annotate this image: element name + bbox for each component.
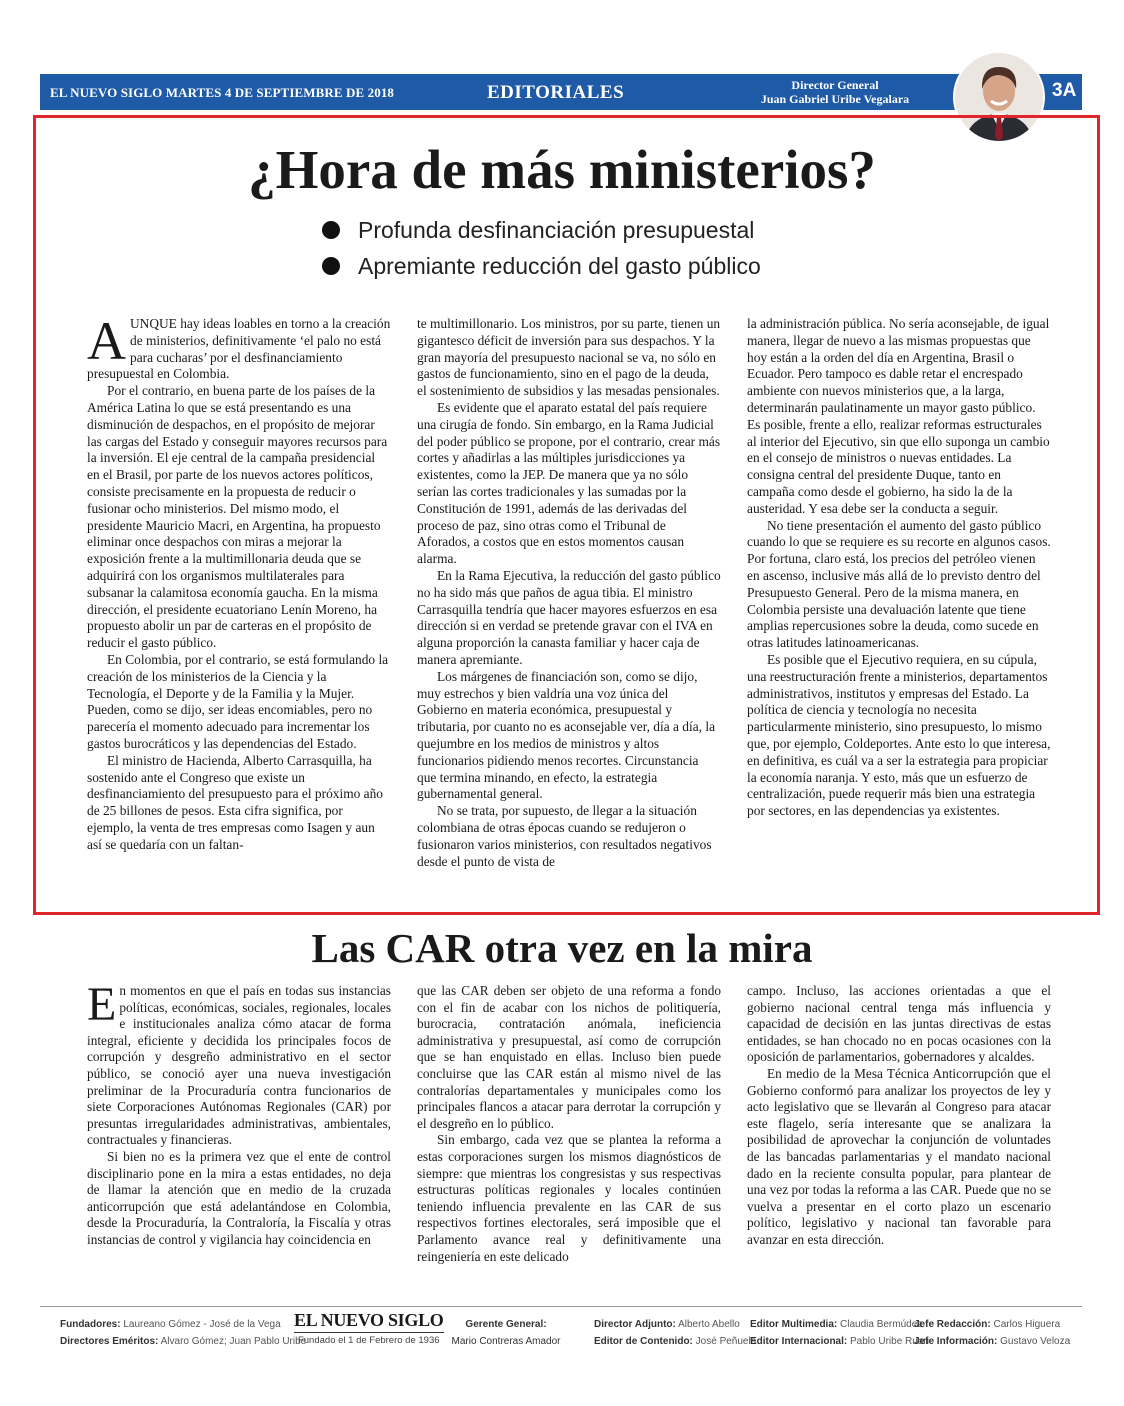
- page-number: 3A: [1052, 80, 1077, 101]
- footer-directors: [594, 1316, 756, 1350]
- bullet-dot-icon: [322, 221, 340, 239]
- paragraph: En la Rama Ejecutiva, la reducción del gasto público no ha sido más que paños de agua tibia. El ministro Carrasquilla tendría que hacer mayores esfuerzos en esa dirección si en verdad se pretende gravar con el IVA en alguna proporción la canasta familiar y hacer caja de manera apremiante.: [417, 567, 721, 667]
- footer-manager: [450, 1316, 562, 1350]
- editorial-1-headline: ¿Hora de más ministerios?: [248, 139, 876, 200]
- footer-chiefs: [914, 1316, 1070, 1350]
- multimedia-label: Editor Multimedia:: [750, 1319, 838, 1330]
- editorial-2-column-3: [747, 983, 1051, 1288]
- paragraph: Es evidente que el aparato estatal del país requiere una cirugía de fondo. Sin embargo, en la Rama Judicial del poder público se propone, por el contrario, crear más cortes y añadirlas a las múltiples jurisdicciones ya existentes, como la JEP. De manera que ya no sólo serían las cortes tradicionales y las sumadas por la Constitución de 1991, además de las derivadas del proceso de paz, sino otras como el Tribunal de Aforados, a costos que en estos momentos causan alarma.: [417, 399, 721, 567]
- paragraph: Los márgenes de financiación son, como se dijo, muy estrechos y bien valdría una voz única del Gobierno en materia económica, presupuestal y tributaria, por cuanto no es aconsejable ver, día a día, la quejumbre en los medios de ministros y altos funcionarios pidiendo menos recortes. Circunstancia que termina minando, en efecto, la estrategia gubernamental general.: [417, 668, 716, 802]
- international-value: Pablo Uribe Ruan: [850, 1336, 929, 1347]
- paragraph: te multimillonario. Los ministros, por su parte, tienen un gigantesco déficit de inversión para sus despachos. Y la gran mayoría del presupuesto nacional se va, no sólo en gastos de funcionamiento, sino en el pago de la deuda, el sostenimiento de subsidios y las mesadas pensionales.: [417, 316, 721, 399]
- editorial-2-column-2: [417, 983, 721, 1288]
- director-title: Director General: [791, 78, 879, 92]
- paragraph: No se trata, por supuesto, de llegar a la situación colombiana de otras épocas cuando se redujeron o fusionaron varios ministerios, con resultados negativos desde el punto de vista de: [417, 803, 712, 869]
- editorial-2-column-1: [87, 978, 391, 1288]
- bullet-item: [322, 212, 761, 248]
- paragraph: El ministro de Hacienda, Alberto Carrasquilla, ha sostenido ante el Congreso que existe un desfinanciamiento del presupuesto para el próximo año de 25 billones de pesos. Esta cifra significa, por ejemplo, la venta de tres empresas como Isagen y aun así se quedaría con un faltan-: [87, 752, 383, 852]
- paragraph: En momentos en que el país en todas sus instancias políticas, económicas, sociales, regionales, locales e institucionales analiza cómo atacar de forma integral, eficiente y decidida los principales focos de corrupción y desgreño administrativo en el sector público, se conoció ayer una nueva investigación preliminar de la Procuraduría contra funcionarios de siete Corporaciones Autónomas Regionales (CAR) por presuntas irregularidades administrativas, ambientales, contractuales y financieras.: [87, 978, 391, 1148]
- paragraph: la administración pública. No sería aconsejable, de igual manera, llegar de nuevo a las mismas propuestas que hoy están a la orden del día en Argentina, Brasil o Ecuador. Pero tampoco es dable retar el encrespado ambiente con nuevos ministerios que, a la larga, determinarán paulatinamente un mayor gasto público. Es posible, frente a ello, realizar reformas estructurales al interior del Ejecutivo, sin que ello suponga un cambio en el consejo de ministros o nuevas entidades. La consigna central del presidente Duque, tanto en campaña como desde el gobierno, ha sido la de la austeridad. Y esa debe ser la conducta a seguir.: [747, 316, 1050, 516]
- editorial-1-column-3: [747, 316, 1051, 904]
- bullet-text: Profunda desfinanciación presupuestal: [358, 216, 755, 243]
- footer-founders: [60, 1316, 307, 1350]
- drop-cap: E: [87, 978, 117, 1031]
- editorial-1-column-1: [87, 311, 391, 904]
- director-name: Juan Gabriel Uribe Vegalara: [760, 92, 910, 106]
- editorial-1-body: [87, 311, 1051, 904]
- manager-value: Mario Contreras Amador: [451, 1336, 561, 1347]
- paragraph: campo. Incluso, las acciones orientadas a que el gobierno nacional central tenga más influencia y capacidad de decisión en las juntas directivas de estas entidades, se han chocado no en pocas ocasiones con la oposición de parlamentarios, gobernadores y alcaldes.: [747, 983, 1051, 1065]
- bullet-dot-icon: [322, 257, 340, 275]
- founders-label: Fundadores:: [60, 1319, 121, 1330]
- manager-label: Gerente General:: [465, 1319, 547, 1330]
- footer-divider: [40, 1306, 1082, 1307]
- paragraph: AUNQUE hay ideas loables en torno a la creación de ministerios, definitivamente ‘el palo no está para cucharas’ por el desfinanciamiento presupuestal en Colombia.: [87, 311, 391, 382]
- header-band: [40, 74, 1082, 110]
- paragraph: Sin embargo, cada vez que se plantea la reforma a estas corporaciones surgen los mismos diagnósticos de siempre: que mientras los congresistas y sus respectivas estructuras políticas regionales y locales continúen teniendo influencia prevalente en las CAR de sus respectivos fortines electorales, será imposible que el Parlamento avance real y definitivamente una reingeniería en este delicado: [417, 1132, 721, 1264]
- international-label: Editor Internacional:: [750, 1336, 848, 1347]
- director-credit: [730, 78, 940, 106]
- paragraph: Es posible que el Ejecutivo requiera, en su cúpula, una reestructuración frente a ministerios, departamentos administrativos, institutos y empresas del Estado. La política de ciencia y tecnología no necesita particularmente ministerio, sino presupuesto, lo mismo que, por ejemplo, Coldeportes. Ante esto lo que interesa, en definitiva, es cuál va a ser la estrategia para propiciar la economía naranja. Y esto, más que un esfuerzo de centralización, puede requerir más bien una estrategia por sectores, en las dependencias ya existentes.: [747, 651, 1051, 819]
- multimedia-value: Claudia Bermúdez: [840, 1319, 923, 1330]
- paragraph: En medio de la Mesa Técnica Anticorrupción que el Gobierno conformó para analizar los proyectos de ley y acto legislativo que se llevarán al Congreso para atacar este flagelo, sería interesante que se analizara la posibilidad de aprovechar la conjunción de voluntades de las bancadas parlamentarias y el mandato nacional dado en la reciente consulta popular, para plantear de una vez por todas la reforma a las CAR. Puede que no se vuelva a presentar en el corto plazo un escenario político, legislativo y nacional tan favorable para avanzar en esta dirección.: [747, 1065, 1051, 1247]
- info-value: Gustavo Veloza: [1000, 1336, 1071, 1347]
- paragraph: que las CAR deben ser objeto de una reforma a fondo con el fin de acabar con los nichos de politiquería, burocracia, contratación anómala, ineficiencia administrativa y presupuestal, así como de corrupción que se han enquistado en ellas. Incluso bien puede concluirse que las CAR están al mismo nivel de las contralorías departamentales y municipales como los principales flancos a atacar para derrotar la corrupción y el desgreño en lo público.: [417, 983, 721, 1131]
- footer-editors: [750, 1316, 929, 1350]
- bullet-item: [322, 248, 761, 284]
- newsroom-value: Carlos Higuera: [993, 1319, 1061, 1330]
- logo-wordmark: EL NUEVO SIGLO: [294, 1310, 444, 1333]
- info-label: Jefe Información:: [914, 1336, 998, 1347]
- newspaper-logo: [294, 1310, 444, 1346]
- emeritus-value: Alvaro Gómez; Juan Pablo Uribe: [160, 1336, 307, 1347]
- content-editor-label: Editor de Contenido:: [594, 1336, 693, 1347]
- editorial-1-bullets: [322, 212, 761, 284]
- paragraph: En Colombia, por el contrario, se está formulando la creación de los ministerios de la Ciencia y la Tecnología, el Deporte y de la Familia y la Mujer. Pueden, como se dijo, ser ideas encomiables, pero no parecería el momento adecuado para incrementar los gastos burocráticos y las dependencias del Estado.: [87, 651, 389, 751]
- paragraph: Por el contrario, en buena parte de los países de la América Latina lo que se está presentando es una disminución de despachos, en el propósito de mejorar las cargas del Estado y conseguir mayores recursos para la inversión. El eje central de la campaña presidencial en el Brasil, por parte de los nuevos actores políticos, consiste precisamente en la propuesta de reducir o fusionar ocho ministerios. Del mismo modo, el presidente Mauricio Macri, en Argentina, ha propuesto eliminar once despachos con miras a mejorar la exposición frente a la multimillonaria deuda que se adquirirá con los organismos multilaterales para subsanar la calamitosa economía gaucha. En la misma dirección, el presidente ecuatoriano Lenín Moreno, ha propuesto abolir un par de carteras en el propósito de reducir el gasto público.: [87, 383, 388, 651]
- section-title: EDITORIALES: [487, 82, 625, 103]
- emeritus-label: Directores Eméritos:: [60, 1336, 159, 1347]
- bullet-text: Apremiante reducción del gasto público: [358, 252, 761, 279]
- content-editor-value: José Peñuela: [695, 1336, 757, 1347]
- newsroom-label: Jefe Redacción:: [914, 1319, 991, 1330]
- founded-date: Fundado el 1 de Febrero de 1936: [297, 1335, 440, 1346]
- drop-cap: A: [87, 311, 126, 371]
- founders-value: Laureano Gómez - José de la Vega: [123, 1319, 281, 1330]
- paragraph: No tiene presentación el aumento del gasto público cuando lo que se requiere es su recorte en algunos casos. Por fortuna, claro está, los precios del petróleo vienen en ascenso, inclusive más allá de lo previsto dentro del Presupuesto General. Pero de la misma manera, en Colombia persiste una devaluación latente que tiene amplias repercusiones sobre la deuda, como sucede en otras latitudes latinoamericanas.: [747, 517, 1051, 651]
- editorial-2-headline: Las CAR otra vez en la mira: [311, 925, 813, 971]
- paragraph: Si bien no es la primera vez que el ente de control disciplinario pone en la mira a estas entidades, no deja de llamar la atención que en medio de la cruzada anticorrupción que está adelantándose en Colombia, desde la Procuraduría, la Contraloría, la Fiscalía y otras instancias de control y vigilancia hay coincidencia en: [87, 1148, 391, 1247]
- masthead-date: EL NUEVO SIGLO MARTES 4 DE SEPTIEMBRE DE 2018: [50, 85, 395, 100]
- editorial-1-column-2: [417, 316, 721, 904]
- editorial-2-body: [87, 978, 1051, 1288]
- deputy-value: Alberto Abello: [678, 1319, 740, 1330]
- deputy-label: Director Adjunto:: [594, 1319, 676, 1330]
